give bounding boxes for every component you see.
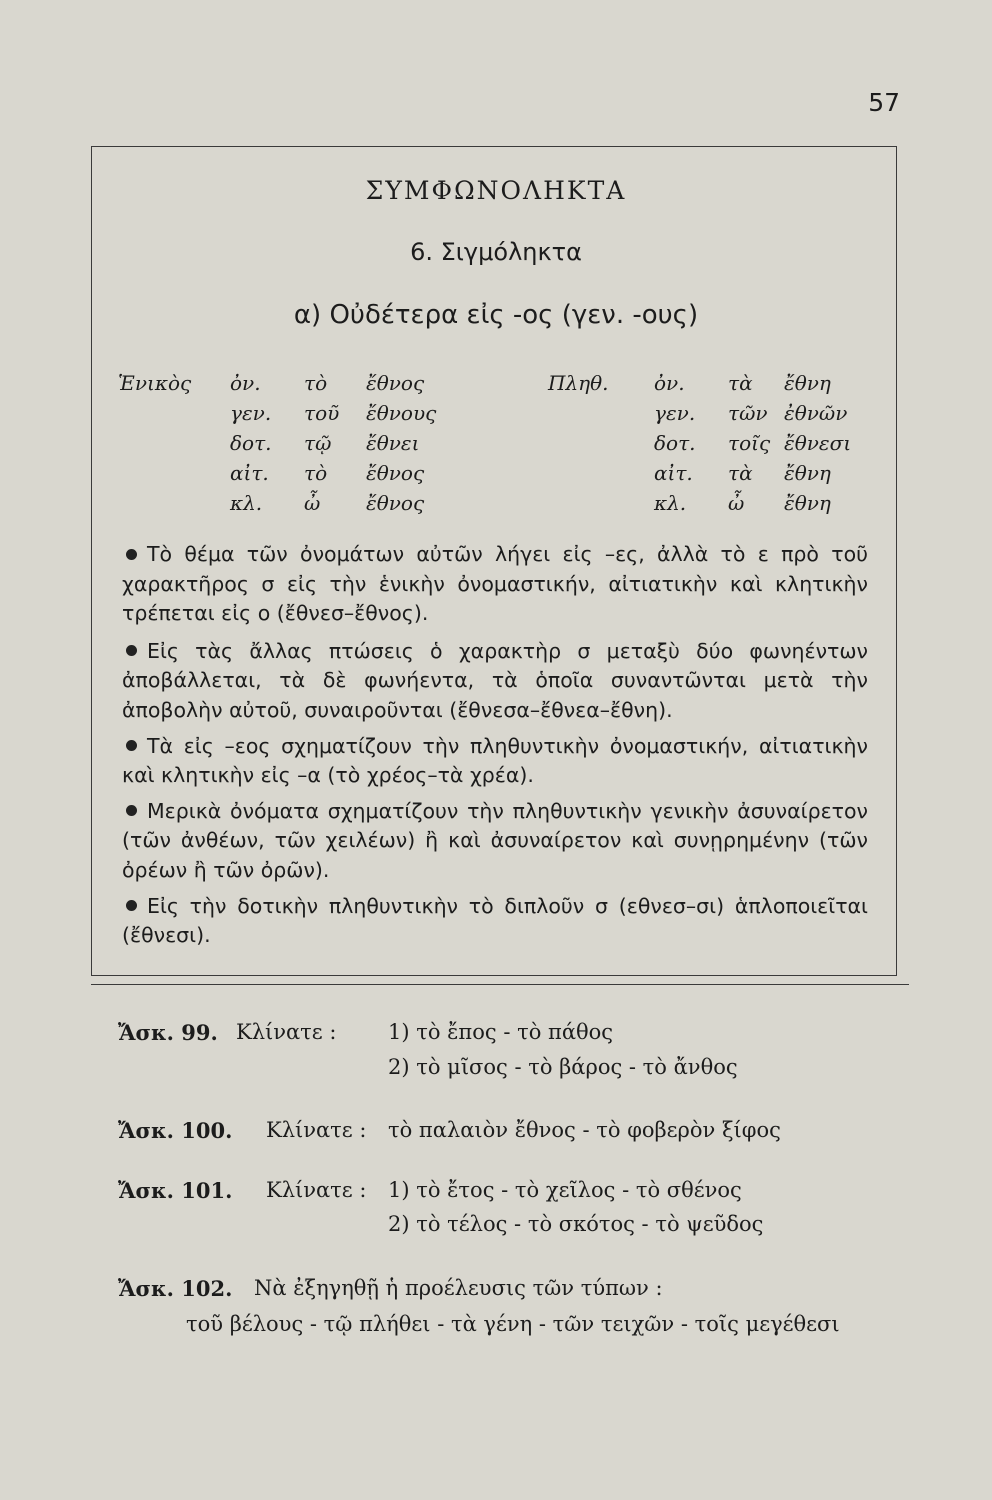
subsection-title: α) Οὐδέτερα εἰς -ος (γεν. -ους) bbox=[293, 300, 699, 330]
exercise-instruction: Κλίνατε : bbox=[266, 1118, 367, 1142]
case-label: ὀν. bbox=[654, 371, 685, 395]
frame-bottom-rule bbox=[91, 984, 909, 985]
case-label: αἰτ. bbox=[654, 461, 693, 485]
noun-form: ἔθνος bbox=[366, 461, 425, 485]
case-label: κλ. bbox=[230, 491, 263, 515]
bullet-icon bbox=[126, 740, 137, 751]
noun-form: ἔθνος bbox=[366, 491, 425, 515]
case-label: δοτ. bbox=[230, 431, 272, 455]
plural-label: Πληθ. bbox=[548, 371, 609, 395]
rule-text: Τὸ θέμα τῶν ὀνομάτων αὐτῶν λήγει εἰς –ες, ἀλλὰ τὸ ε πρὸ τοῦ χαρακτῆρος σ εἰς τὴν ἑνικὴν ὀνομαστικήν, αἰτιατικὴν καὶ κλητικὴν τρέπεται εἰς ο (ἔθνεσ–ἔθνος). bbox=[122, 542, 868, 626]
exercise-instruction: Νὰ ἐξηγηθῇ ἡ προέλευσις τῶν τύπων : bbox=[254, 1276, 663, 1300]
exercise-line: 2) τὸ μῖσος - τὸ βάρος - τὸ ἄνθος bbox=[388, 1055, 738, 1079]
exercise-line: τὸ παλαιὸν ἔθνος - τὸ φοβερὸν ξίφος bbox=[388, 1118, 781, 1142]
declension-singular bbox=[118, 368, 458, 518]
case-label: ὀν. bbox=[230, 371, 261, 395]
article: τὰ bbox=[728, 371, 753, 395]
noun-form: ἔθνος bbox=[366, 371, 425, 395]
declension-plural bbox=[548, 368, 878, 518]
section-title: 6. Σιγμόληκτα bbox=[410, 238, 582, 266]
article: τῷ bbox=[304, 431, 332, 455]
article: τὸ bbox=[304, 461, 328, 485]
case-label: γεν. bbox=[230, 401, 272, 425]
rule-paragraph bbox=[122, 732, 868, 791]
bullet-icon bbox=[126, 645, 137, 656]
exercise-line: 1) τὸ ἔπος - τὸ πάθος bbox=[388, 1020, 614, 1044]
article: ὦ bbox=[728, 491, 745, 515]
chapter-title: ΣΥΜΦΩΝΟΛΗΚΤΑ bbox=[365, 176, 627, 205]
exercise-line: τοῦ βέλους - τῷ πλήθει - τὰ γένη - τῶν τειχῶν - τοῖς μεγέθεσι bbox=[186, 1312, 840, 1336]
exercise-instruction: Κλίνατε : bbox=[266, 1178, 367, 1202]
noun-form: ἔθνους bbox=[366, 401, 437, 425]
article: τῶν bbox=[728, 401, 768, 425]
rule-paragraph bbox=[122, 797, 868, 886]
bullet-icon bbox=[126, 805, 137, 816]
exercise-instruction: Κλίνατε : bbox=[236, 1020, 337, 1044]
article: τοῦ bbox=[304, 401, 340, 425]
noun-form: ἔθνει bbox=[366, 431, 420, 455]
noun-form: ἐθνῶν bbox=[784, 401, 848, 425]
article: ὦ bbox=[304, 491, 321, 515]
noun-form: ἔθνη bbox=[784, 461, 831, 485]
exercise-line: 2) τὸ τέλος - τὸ σκότος - τὸ ψεῦδος bbox=[388, 1212, 764, 1236]
bullet-icon bbox=[126, 900, 137, 911]
noun-form: ἔθνεσι bbox=[784, 431, 852, 455]
noun-form: ἔθνη bbox=[784, 491, 831, 515]
case-label: κλ. bbox=[654, 491, 687, 515]
rule-text: Τὰ εἰς –εος σχηματίζουν τὴν πληθυντικὴν ὀνομαστικήν, αἰτιατικὴν καὶ κλητικὴν εἰς –α (τὸ χρέος–τὰ χρέα). bbox=[122, 733, 868, 788]
case-label: δοτ. bbox=[654, 431, 696, 455]
rule-text: Εἰς τὰς ἄλλας πτώσεις ὁ χαρακτὴρ σ μεταξὺ δύο φωνηέντων ἀποβάλλεται, τὰ δὲ φωνήεντα, τὰ ὁποῖα συναντῶνται μετὰ τὴν ἀποβολὴν αὐτοῦ, συναιροῦνται (ἔθνεσα–ἔθνεα–ἔθνη). bbox=[122, 638, 868, 722]
exercise-label: Ἄσκ. 100. bbox=[118, 1118, 233, 1143]
article: τὰ bbox=[728, 461, 753, 485]
exercise-label: Ἄσκ. 101. bbox=[118, 1178, 233, 1203]
article: τὸ bbox=[304, 371, 328, 395]
case-label: γεν. bbox=[654, 401, 696, 425]
case-label: αἰτ. bbox=[230, 461, 269, 485]
rule-paragraph bbox=[122, 892, 868, 951]
exercise-label: Ἄσκ. 102. bbox=[118, 1276, 233, 1301]
noun-form: ἔθνη bbox=[784, 371, 831, 395]
grammar-rules bbox=[122, 540, 868, 951]
bullet-icon bbox=[126, 549, 137, 560]
singular-label: Ἑνικὸς bbox=[118, 371, 192, 395]
exercise-label: Ἄσκ. 99. bbox=[118, 1020, 218, 1045]
rule-paragraph bbox=[122, 540, 868, 629]
article: τοῖς bbox=[728, 431, 771, 455]
rule-text: Μερικὰ ὀνόματα σχηματίζουν τὴν πληθυντικὴν γενικὴν ἀσυναίρετον (τῶν ἀνθέων, τῶν χειλέων) ἢ καὶ ἀσυναίρετον καὶ συνῃρημένην (τῶν ὀρέων ἢ τῶν ὀρῶν). bbox=[122, 798, 868, 882]
rule-text: Εἰς τὴν δοτικὴν πληθυντικὴν τὸ διπλοῦν σ (εθνεσ–σι) ἁπλοποιεῖται (ἔθνεσι). bbox=[122, 893, 868, 948]
exercise-line: 1) τὸ ἔτος - τὸ χεῖλος - τὸ σθένος bbox=[388, 1178, 742, 1202]
rule-paragraph bbox=[122, 637, 868, 726]
page-number: 57 bbox=[868, 88, 900, 117]
